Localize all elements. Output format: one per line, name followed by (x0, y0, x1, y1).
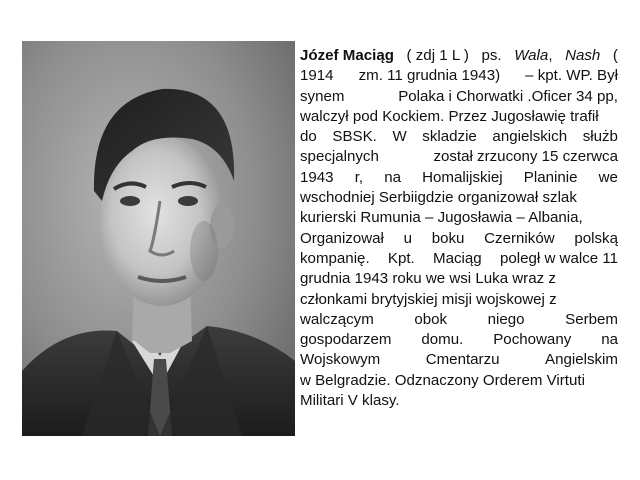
bio-word: poległ w walce 11 (499, 249, 618, 267)
bio-line (300, 350, 618, 370)
pseudonym-nash: Nash (565, 47, 601, 64)
bio-comma: , (548, 47, 553, 64)
portrait-photo (22, 41, 295, 436)
bio-word: na (384, 168, 402, 186)
bio-word: do (300, 128, 317, 146)
bio-word: skladzie (422, 128, 477, 146)
bio-word: walczącym (300, 310, 374, 328)
bio-paren: ( (612, 47, 618, 64)
bio-word: kurierski Rumunia – Jugosławia – Albania, (300, 209, 583, 227)
person-name: Józef Maciąg (300, 47, 394, 64)
bio-word: W (392, 128, 407, 146)
bio-word: Cmentarzu (425, 351, 500, 369)
photo-reference: ( zdj 1 L ) (406, 47, 469, 64)
bio-word: angielskich (492, 128, 568, 146)
bio-line (300, 107, 618, 127)
bio-line (300, 147, 618, 167)
bio-line (300, 66, 618, 86)
bio-line (300, 371, 618, 391)
bio-line (300, 127, 618, 147)
bio-word: Angielskim (545, 351, 618, 369)
bio-line (300, 168, 618, 188)
bio-word: Czerników (484, 229, 555, 247)
bio-line (300, 249, 618, 269)
bio-word: SBSK. (332, 128, 377, 146)
bio-line (300, 310, 618, 330)
bio-word: Serbem (565, 310, 618, 328)
bio-word: został zrzucony 15 czerwca (433, 148, 618, 166)
bio-word: na (601, 331, 618, 349)
portrait-image (22, 41, 295, 436)
bio-word: grudnia 1943 roku we wsi Luka wraz z (300, 270, 556, 288)
bio-word: Pochowany (493, 331, 572, 349)
bio-word: Polaka i Chorwatki .Oficer 34 pp, (398, 87, 618, 105)
bio-word: zm. 11 grudnia 1943) (358, 67, 501, 85)
bio-line (300, 46, 618, 66)
bio-line (300, 188, 618, 208)
pseudonym-wala: Wala (514, 47, 549, 64)
bio-line (300, 391, 618, 411)
bio-word: Kpt. (387, 249, 415, 267)
bio-word: Wojskowym (300, 351, 381, 369)
bio-word: gospodarzem (300, 331, 392, 349)
bio-word: 1943 (300, 168, 334, 186)
bio-word: domu. (421, 331, 464, 349)
bio-word: obok (414, 310, 448, 328)
bio-word: w Belgradzie. Odznaczony Orderem Virtuti (300, 371, 585, 389)
bio-word: Militari V klasy. (300, 392, 400, 410)
bio-word: boku (431, 229, 465, 247)
bio-word: Homalijskiej (422, 168, 503, 186)
bio-word: synem (300, 87, 345, 105)
bio-word: walczył pod Kockiem. Przez Jugosławię trafił (300, 107, 599, 125)
biography-text (300, 46, 618, 411)
bio-word: Maciąg (433, 249, 482, 267)
bio-word: ps. (481, 47, 502, 64)
bio-word: specjalnych (300, 148, 379, 166)
bio-line (300, 87, 618, 107)
bio-word: we (598, 168, 618, 186)
bio-word: kompanię. (300, 249, 370, 267)
bio-line (300, 330, 618, 350)
pseudonyms (514, 46, 552, 66)
bio-line (300, 229, 618, 249)
bio-word: członkami brytyjskiej misji wojskowej z (300, 290, 557, 308)
bio-word: Planinie (523, 168, 578, 186)
bio-word: niego (487, 310, 525, 328)
bio-word: – kpt. WP. Był (525, 67, 618, 85)
bio-word: 1914 (300, 67, 334, 85)
bio-line (300, 208, 618, 228)
bio-word: u (403, 229, 413, 247)
bio-line (300, 290, 618, 310)
bio-word: polską (574, 229, 618, 247)
bio-line (300, 269, 618, 289)
bio-word: służb (582, 128, 618, 146)
bio-word: wschodniej Serbiigdzie organizował szlak (300, 189, 577, 207)
bio-word: Organizował (300, 229, 384, 247)
bio-word: r, (354, 168, 364, 186)
